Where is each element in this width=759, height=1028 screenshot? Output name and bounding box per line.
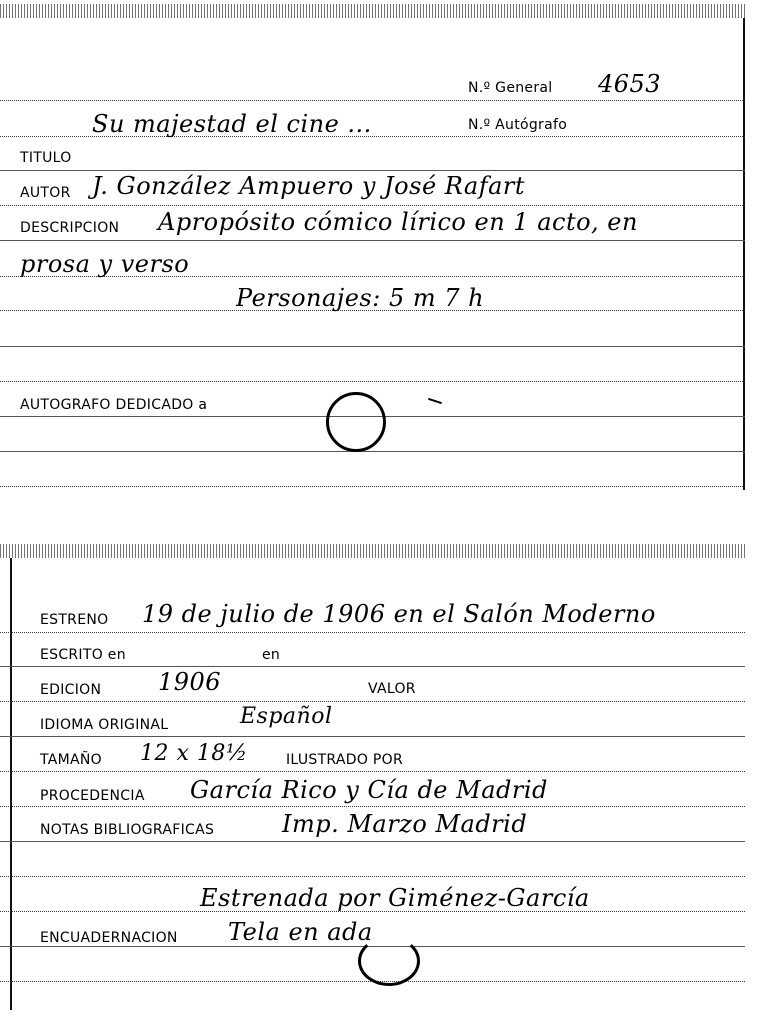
torn-edge-texture: [0, 544, 745, 558]
notas-value: Imp. Marzo Madrid: [282, 810, 528, 838]
edicion-label: EDICION: [40, 682, 102, 698]
personajes-note: Personajes: 5 m 7 h: [236, 284, 485, 312]
ruled-line: [0, 841, 745, 842]
escrito-label: ESCRITO en: [40, 647, 126, 663]
ruled-line: [0, 346, 745, 347]
estreno-value: 19 de julio de 1906 en el Salón Moderno: [142, 600, 656, 628]
idioma-value: Español: [240, 704, 333, 729]
escrito-en-label: en: [262, 647, 281, 663]
ruled-line: [0, 451, 745, 452]
ruled-line: [0, 632, 745, 633]
stamp-circle-icon: [358, 936, 420, 986]
estrenada-note: Estrenada por Giménez-García: [200, 884, 590, 912]
descripcion-value: Apropósito cómico lírico en 1 acto, en: [158, 208, 638, 236]
autor-value: J. González Ampuero y José Rafart: [92, 172, 526, 200]
ruled-line: [0, 736, 745, 737]
ruled-line: [0, 701, 745, 702]
catalog-card-back: [0, 540, 745, 1010]
pen-mark: [428, 398, 442, 404]
ruled-line: [0, 486, 745, 487]
ilustrado-label: ILUSTRADO POR: [286, 752, 403, 768]
title-handwritten: Su majestad el cine ...: [92, 110, 372, 138]
procedencia-label: PROCEDENCIA: [40, 788, 145, 804]
catalog-card-front: [0, 0, 745, 490]
tamano-label: TAMAÑO: [40, 752, 102, 768]
card-border-left: [10, 558, 12, 1010]
descripcion-label: DESCRIPCION: [20, 220, 120, 236]
ruled-line: [0, 876, 745, 877]
estreno-label: ESTRENO: [40, 612, 109, 628]
autograph-number-label: N.º Autógrafo: [468, 117, 568, 133]
encuadernacion-label: ENCUADERNACION: [40, 930, 178, 946]
ruled-line: [0, 806, 745, 807]
idioma-label: IDIOMA ORIGINAL: [40, 717, 169, 733]
general-number-value: 4653: [598, 70, 662, 98]
ruled-line: [0, 381, 745, 382]
descripcion-continuation: prosa y verso: [20, 250, 190, 278]
tamano-value: 12 x 18½: [140, 741, 248, 766]
ruled-line: [0, 205, 745, 206]
valor-label: VALOR: [368, 681, 416, 697]
card-border-right: [743, 18, 745, 490]
stamp-circle-icon: [326, 392, 386, 452]
ruled-line: [0, 240, 745, 241]
autor-label: AUTOR: [20, 185, 71, 201]
notas-label: NOTAS BIBLIOGRAFICAS: [40, 822, 215, 838]
dedicado-label: AUTOGRAFO DEDICADO a: [20, 397, 208, 413]
general-number-label: N.º General: [468, 80, 553, 96]
torn-edge-texture: [0, 4, 745, 18]
ruled-line: [0, 771, 745, 772]
edicion-value: 1906: [158, 668, 222, 696]
ruled-line: [0, 170, 745, 171]
encuadernacion-value: Tela en ada: [228, 918, 373, 946]
ruled-line: [0, 100, 745, 101]
procedencia-value: García Rico y Cía de Madrid: [190, 776, 548, 804]
titulo-label: TITULO: [20, 150, 72, 166]
ruled-line: [0, 666, 745, 667]
